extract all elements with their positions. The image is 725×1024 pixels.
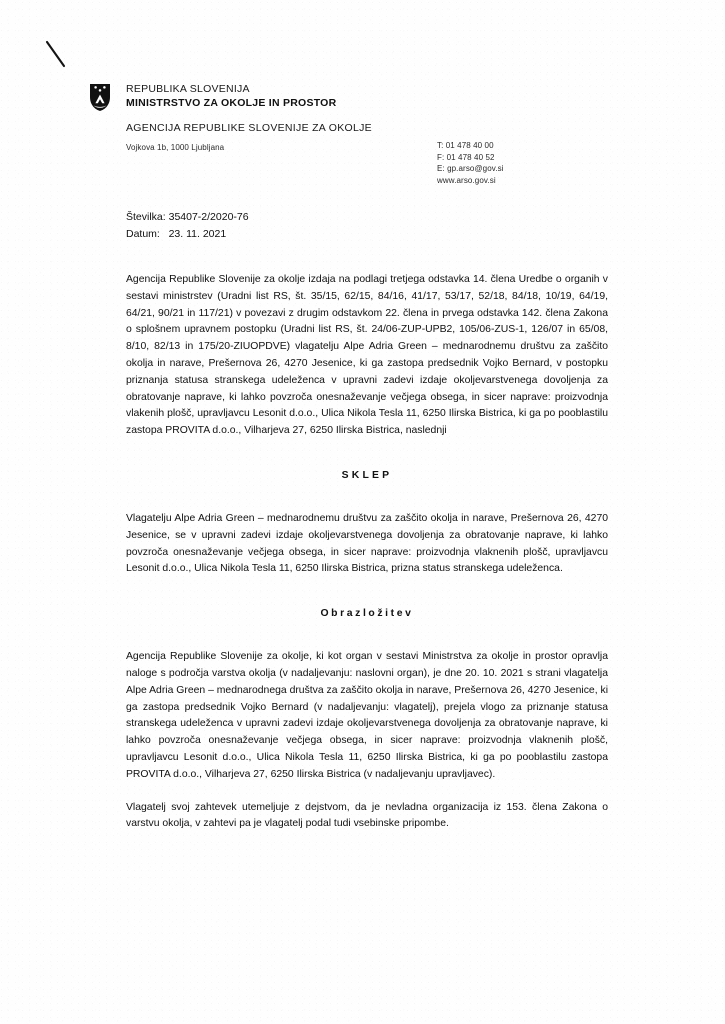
obrazlozitev-paragraph-2: Vlagatelj svoj zahtevek utemeljuje z dejstvom, da je nevladna organizacija iz 153. člena Zakona o varstvu okolja, v zahtevi pa je vlagatelj podal tudi vsebinske pripombe. [126,801,608,830]
sklep-paragraph: Vlagatelju Alpe Adria Green – mednarodnemu društvu za zaščito okolja in narave, Prešernova 26, 4270 Jesenice, se v upravni zadevi izdaje okoljevarstvenega dovoljenja za obratovanje naprave, ki lahko povzroča onesnaževanje večjega obsega, in sicer naprave: proizvodnja vlaknenih plošč, upravljavcu Lesonit d.o.o., Ulica Nikola Tesla 11, 6250 Ilirska Bistrica, prizna status stranskega udeleženca. [126,512,608,575]
contact-phone: T: 01 478 40 00 [437,141,494,150]
letterhead-address: Vojkova 1b, 1000 Ljubljana [126,143,225,152]
contact-website: www.arso.gov.si [437,175,496,185]
contact-details [437,140,504,186]
document-body [126,272,608,833]
letterhead-ministry: MINISTRSTVO ZA OKOLJE IN PROSTOR [126,97,337,109]
intro-paragraph: Agencija Republike Slovenije za okolje izdaja na podlagi tretjega odstavka 14. člena Uredbe o organih v sestavi ministrstev (Uradni list RS, št. 35/15, 62/15, 84/16, 41/17, 53/17, 52/18, 84/18, 10/19, 64/19, 64/21, 90/21 in 117/21) v povezavi z drugim odstavkom 22. člena in prvega odstavka 142. člena Zakona o splošnem upravnem postopku (Uradni list RS, št. 24/06-ZUP-UPB2, 105/06-ZUS-1, 126/07 in 65/08, 8/10, 82/13 in 175/20-ZIUOPDVE) vlagatelju Alpe Adria Green – mednarodnemu društvu za zaščito okolja in narave, Prešernova 26, 4270 Jesenice, ki ga zastopa predsednik Vojko Bernard, v postopku priznanja statusa stranskega udeleženca v upravni zadevi izdaje okoljevarstvenega dovoljenja za obratovanje naprave, ki lahko povzroča onesnaževanje večjega obsega, in sicer naprave: proizvodnja vlakenih plošč, upravljavcu Lesonit d.o.o., Ulica Nikola Tesla 11, 6250 Ilirska Bistrica, ki ga po pooblastilu zastopa PROVITA d.o.o., Vilharjeva 27, 6250 Ilirska Bistrica, naslednji [126,274,608,437]
contact-email: E: gp.arso@gov.si [437,164,504,174]
reference-number: Številka: 35407-2/2020-76 [126,211,249,223]
heading-obrazlozitev: Obrazložitev [320,608,414,620]
letterhead-agency: AGENCIJA REPUBLIKE SLOVENIJE ZA OKOLJE [126,122,372,134]
reference-date: Datum: 23. 11. 2021 [126,228,227,240]
coat-of-arms-of-slovenia-icon [88,83,112,112]
reference-block [126,209,249,243]
contact-fax: F: 01 478 40 52 [437,152,495,162]
obrazlozitev-paragraph-1: Agencija Republike Slovenije za okolje, ki kot organ v sestavi Ministrstva za okolje in prostor opravlja naloge s področja varstva okolja (v nadaljevanju: naslovni organ), je dne 20. 10. 2021 s strani vlagatelja Alpe Adria Green – mednarodnega društva za zaščito okolja in narave, Prešernova 26, 4270 Jesenice, ki ga zastopa predsednik Vojko Bernard (v nadaljevanju: vlagatelj), prejela vlogo za priznanje statusa stranskega udeleženca v upravni zadevi izdaje okoljevarstvenega dovoljenja za obratovanje naprave, ki lahko povzroča onesnaževanje večjega obsega, in sicer naprave: proizvodnja vlaknenih plošč, upravljavcu Lesonit d.o.o., Ulica Nikola Tesla 11, 6250 Ilirska Bistrica, ki ga po pooblastilu zastopa PROVITA d.o.o., Vilharjeva 27, 6250 Ilirska Bistrica (v nadaljevanju upravljavec). [126,651,608,780]
letterhead-republic: REPUBLIKA SLOVENIJA [126,83,250,95]
handwritten-diagonal-stroke [44,40,70,70]
letterhead [88,82,628,154]
heading-sklep: SKLEP [341,469,393,481]
